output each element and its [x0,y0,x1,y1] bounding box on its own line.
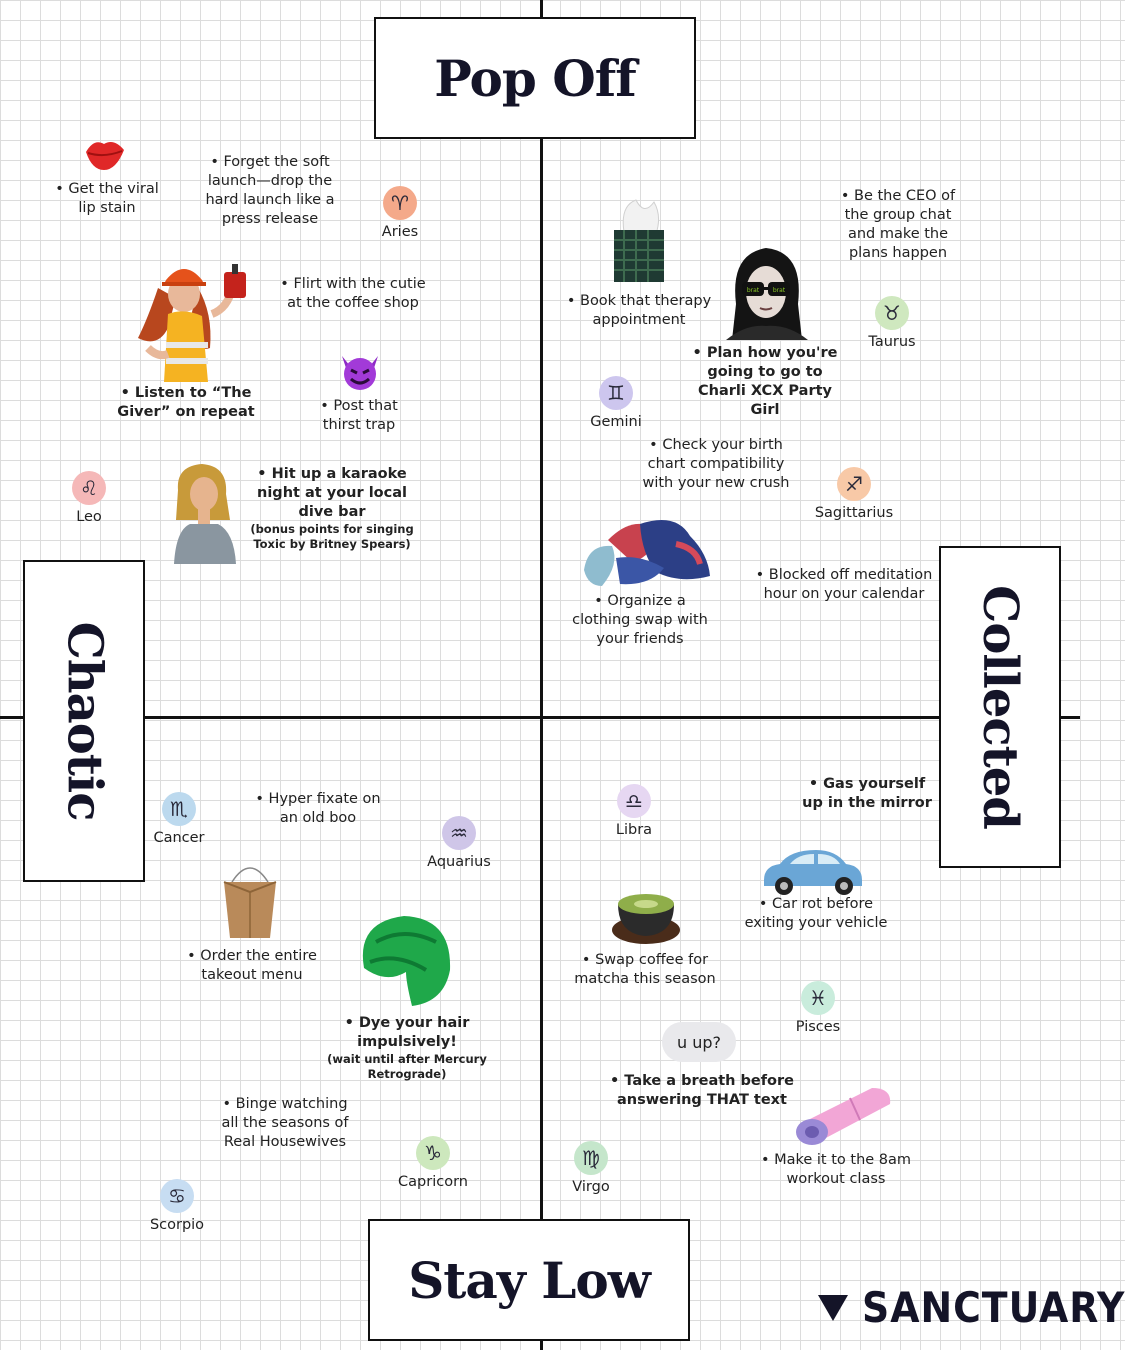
tissue-box-photo [610,196,668,286]
note-ceo: • Be the CEO of the group chat and make the plans happen [840,188,956,261]
yoga-mat-photo [790,1082,894,1148]
note-birth-chart: • Check your birth chart compatibility with your new crush [642,437,790,491]
cancer-label: Cancer [153,830,205,846]
sign-pisces [773,981,863,1035]
note-therapy: • Book that therapy appointment [566,293,712,328]
note-dye-hair [304,1014,510,1082]
label-stay-low: Stay Low [368,1219,690,1341]
vertical-axis [540,0,543,1350]
note-lip-stain: • Get the viral lip stain [55,181,159,216]
capricorn-icon: ♑ [416,1136,450,1170]
note-karaoke-sub: (bonus points for singing Toxic by Britney Spears) [250,522,414,551]
charli-photo [716,244,820,340]
note-gas-yourself: • Gas yourself up in the mirror [802,776,932,811]
sunglasses-text-right: brat [772,287,786,294]
virgo-icon: ♍ [574,1141,608,1175]
label-pop-off: Pop Off [374,17,696,139]
note-karaoke-main: • Hit up a karaoke night at your local dive bar [257,466,407,520]
devil-emoji-icon [338,352,382,392]
label-collected: Collected [939,546,1061,868]
sanctuary-logo [818,1283,1125,1332]
gemini-label: Gemini [590,414,642,430]
sign-aquarius [414,816,504,870]
matcha-photo [610,884,682,946]
triangle-logo-icon [818,1295,848,1321]
pisces-icon: ♓ [801,981,835,1015]
note-workout: • Make it to the 8am workout class [760,1152,912,1187]
sign-leo [44,471,134,525]
note-take-breath: • Take a breath before answering THAT text [609,1073,794,1108]
note-karaoke [244,465,420,552]
green-hair-photo [356,912,456,1008]
note-clothing-swap: • Organize a clothing swap with your friends [572,593,708,647]
aries-label: Aries [381,224,419,240]
sagittarius-label: Sagittarius [814,505,894,521]
leo-label: Leo [76,509,102,525]
sign-gemini [571,376,661,430]
note-flirt: • Flirt with the cutie at the coffee shop [280,276,426,311]
note-dye-hair-sub: (wait until after Mercury Retrograde) [327,1052,487,1081]
sign-cancer [134,792,224,846]
pisces-label: Pisces [795,1019,841,1035]
aquarius-label: Aquarius [427,854,491,870]
sunglasses-text-left: brat [746,287,760,294]
aries-icon: ♈ [383,186,417,220]
note-dye-hair-main: • Dye your hair impulsively! [344,1015,470,1050]
note-thirst-trap: • Post that thirst trap [320,398,398,433]
note-matcha: • Swap coffee for matcha this season [574,952,716,987]
lips-icon [84,136,126,172]
scorpio-label: Scorpio [149,1217,205,1233]
virgo-label: Virgo [572,1179,610,1195]
libra-label: Libra [615,822,653,838]
sagittarius-icon: ♐ [837,467,871,501]
gemini-icon: ♊ [599,376,633,410]
sign-virgo [546,1141,636,1195]
cancer-icon: ♏ [162,792,196,826]
horizontal-axis [0,716,1080,719]
sign-aries [355,186,445,240]
leo-icon: ♌ [72,471,106,505]
sign-capricorn [388,1136,478,1190]
capricorn-label: Capricorn [398,1174,468,1190]
takeout-box-photo [218,860,282,940]
note-takeout: • Order the entire takeout menu [187,948,317,983]
note-hard-launch: • Forget the soft launch—drop the hard launch like a press release [205,154,335,227]
car-photo [760,846,866,896]
note-charli: • Plan how you're going to go to Charli XCX Party Girl [692,345,838,418]
taurus-label: Taurus [868,334,916,350]
worker-photo [128,258,260,382]
sign-libra [589,784,679,838]
scorpio-icon: ♋ [160,1179,194,1213]
sign-sagittarius [809,467,899,521]
sign-taurus [847,296,937,350]
note-the-giver: • Listen to “The Giver” on repeat [117,385,255,420]
label-chaotic: Chaotic [23,560,145,882]
britney-photo [166,460,240,564]
libra-icon: ♎ [617,784,651,818]
sign-scorpio [132,1179,222,1233]
note-meditation: • Blocked off meditation hour on your calendar [755,567,933,602]
note-car-rot: • Car rot before exiting your vehicle [744,896,888,931]
taurus-icon: ♉ [875,296,909,330]
clothing-pile-photo [580,514,714,588]
note-hyper-fixate: • Hyper fixate on an old boo [255,791,381,826]
brand-name: SANCTUARY [862,1283,1125,1332]
chat-bubble: u up? [662,1022,736,1062]
aquarius-icon: ♒ [442,816,476,850]
note-binge: • Binge watching all the seasons of Real Housewives [221,1096,349,1150]
